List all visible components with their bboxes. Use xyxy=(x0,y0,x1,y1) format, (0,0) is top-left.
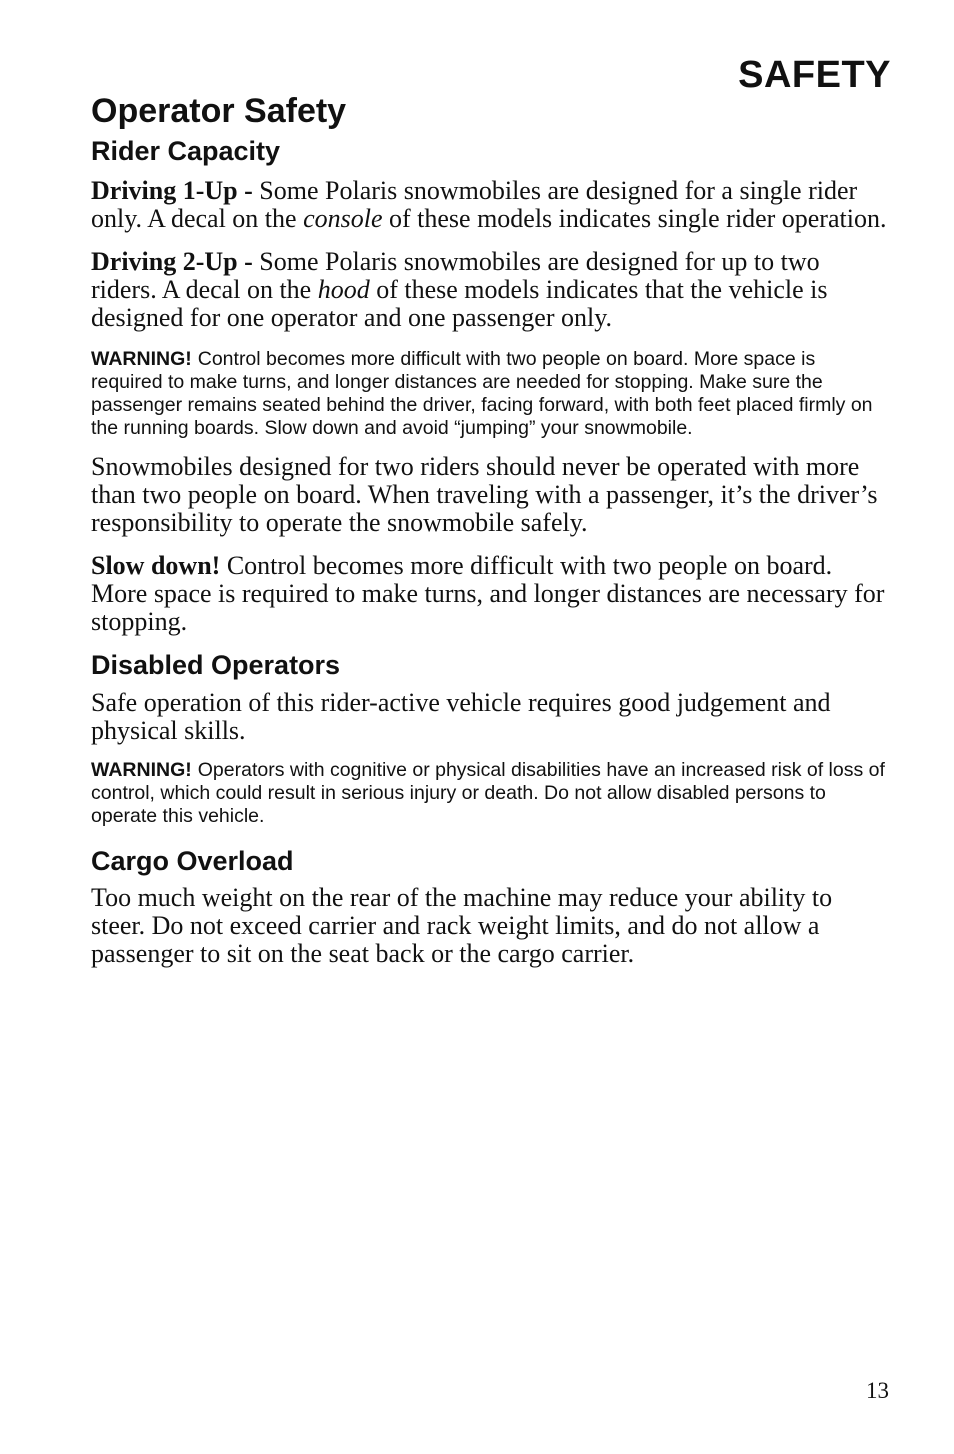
warning-text: Control becomes more difficult with two people on board. More space is required to make turns, and longer distances are needed for stopping. Make sure the passenger remains seated behind the driver, facing forward, with both feet placed firmly on the running boards. Slow down and avoid “jumping” your snowmobile. xyxy=(91,348,873,439)
driving-2up-text-b: of these models indicates that the vehicle is designed for one operator and one passenger only. xyxy=(91,275,828,332)
section-title: SAFETY xyxy=(738,54,891,96)
page-title: Operator Safety xyxy=(91,92,347,130)
page-content xyxy=(91,135,891,968)
warning-text: Operators with cognitive or physical disabilities have an increased risk of loss of control, which could result in serious injury or death. Do not allow disabled persons to operate this vehicle. xyxy=(91,759,885,827)
driving-1up-paragraph xyxy=(91,177,891,233)
warning-label: WARNING! xyxy=(91,759,192,781)
disabled-operators-heading: Disabled Operators xyxy=(91,650,341,680)
slow-down-text: Control becomes more difficult with two people on board. More space is required to make turns, and longer distances are necessary for stopping. xyxy=(91,551,885,636)
cargo-overload-paragraph: Too much weight on the rear of the machine may reduce your ability to steer. Do not exceed carrier and rack weight limits, and do not allow a passenger to sit on the seat back or the cargo carrier. xyxy=(91,883,833,968)
cargo-overload-heading: Cargo Overload xyxy=(91,846,294,876)
driving-1up-text-b: of these models indicates single rider operation. xyxy=(382,204,887,233)
slow-down-label: Slow down! xyxy=(91,551,221,580)
page-number: 13 xyxy=(866,1378,889,1403)
slow-down-paragraph xyxy=(91,552,891,636)
disabled-operators-paragraph: Safe operation of this rider-active vehicle requires good judgement and physical skills. xyxy=(91,688,831,745)
driving-1up-text-a: Some Polaris snowmobiles are designed for a single rider only. A decal on the xyxy=(91,176,858,233)
driving-2up-emphasis: hood xyxy=(317,275,370,304)
driving-1up-emphasis: console xyxy=(303,204,383,233)
rider-capacity-heading: Rider Capacity xyxy=(91,136,281,166)
driving-2up-label: Driving 2-Up - xyxy=(91,247,253,276)
driving-1up-label: Driving 1-Up - xyxy=(91,176,253,205)
driving-2up-paragraph xyxy=(91,248,891,332)
warning-label: WARNING! xyxy=(91,348,192,370)
two-riders-paragraph: Snowmobiles designed for two riders should never be operated with more than two people on board. When traveling with a passenger, it’s the driver’s responsibility to operate the snowmobile safely. xyxy=(91,452,878,537)
driving-2up-text-a: Some Polaris snowmobiles are designed for up to two riders. A decal on the xyxy=(91,247,820,304)
warning-disabled-operators xyxy=(91,759,891,828)
warning-two-riders xyxy=(91,348,891,440)
